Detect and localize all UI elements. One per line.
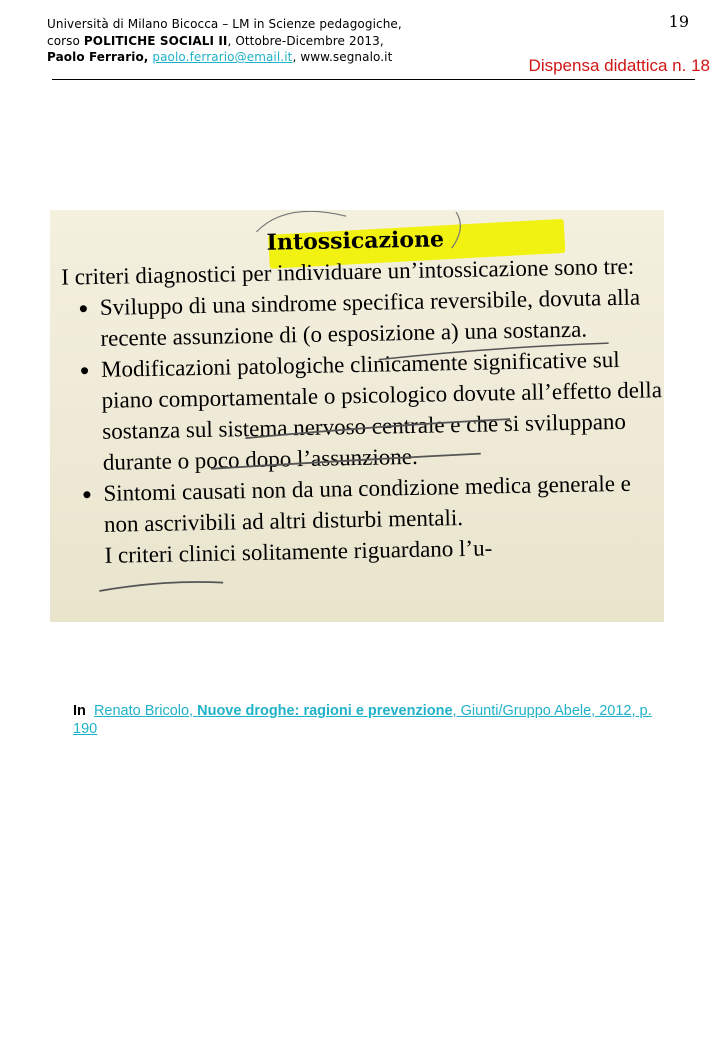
pencil-arc — [256, 211, 346, 232]
author-name: Paolo Ferrario, — [47, 50, 149, 64]
citation-book-title: Nuove droghe: ragioni e prevenzione — [197, 703, 453, 719]
excerpt-intro: I criteri diagnostici per individuare un’intossicazione sono tre: — [61, 253, 635, 290]
page-number: 19 — [668, 12, 689, 31]
pencil-arc — [451, 212, 461, 248]
criteria-item: • Modificazioni patologiche clinicamente significative sul piano comportamentale o psicologico dovute all’effetto della sostanza sul sistema nervoso centrale e che si sviluppano durante o poco dopo l’assunzione. — [101, 343, 664, 478]
pencil-underline — [99, 581, 223, 591]
scanned-page-content — [50, 210, 664, 622]
header-line-university: Università di Milano Bicocca – LM in Scienze pedagogiche, — [47, 17, 402, 31]
source-citation — [73, 702, 663, 738]
pencil-underlines — [50, 210, 664, 622]
excerpt-title: Intossicazione — [266, 226, 445, 256]
header-line-author — [47, 49, 402, 66]
course-name: POLITICHE SOCIALI II — [83, 33, 228, 48]
header-separator: , — [292, 50, 297, 64]
pencil-underline — [245, 419, 510, 438]
citation-publisher: , Giunti/Gruppo Abele, 2012, p. 190 — [73, 703, 652, 737]
course-prefix: corso — [47, 33, 84, 48]
page-header — [47, 16, 402, 66]
scanned-book-excerpt — [50, 210, 664, 622]
pencil-underline — [211, 454, 481, 469]
dispensa-label: Dispensa didattica n. 18 — [528, 56, 710, 75]
citation-author: Renato Bricolo, — [93, 703, 194, 719]
citation-link[interactable] — [73, 703, 652, 737]
website-text: www.segnalo.it — [300, 50, 393, 64]
criteria-item: • Sviluppo di una sindrome specifica reversibile, dovuta alla recente assunzione di (o esposizione a) una sostanza. — [100, 281, 663, 354]
header-line-course — [47, 33, 402, 50]
course-dates: , Ottobre-Dicembre 2013, — [227, 33, 384, 48]
citation-prefix: In — [73, 703, 86, 719]
pencil-underline — [379, 343, 609, 359]
author-email-link[interactable]: paolo.ferrario@email.it — [152, 50, 293, 64]
excerpt-cutoff-line: I criteri clinici solitamente riguardano l’u- — [104, 535, 493, 568]
header-divider — [52, 79, 695, 80]
criteria-item: • Sintomi causati non da una condizione medica generale e non ascrivibili ad altri disturbi mentali. — [103, 467, 664, 540]
